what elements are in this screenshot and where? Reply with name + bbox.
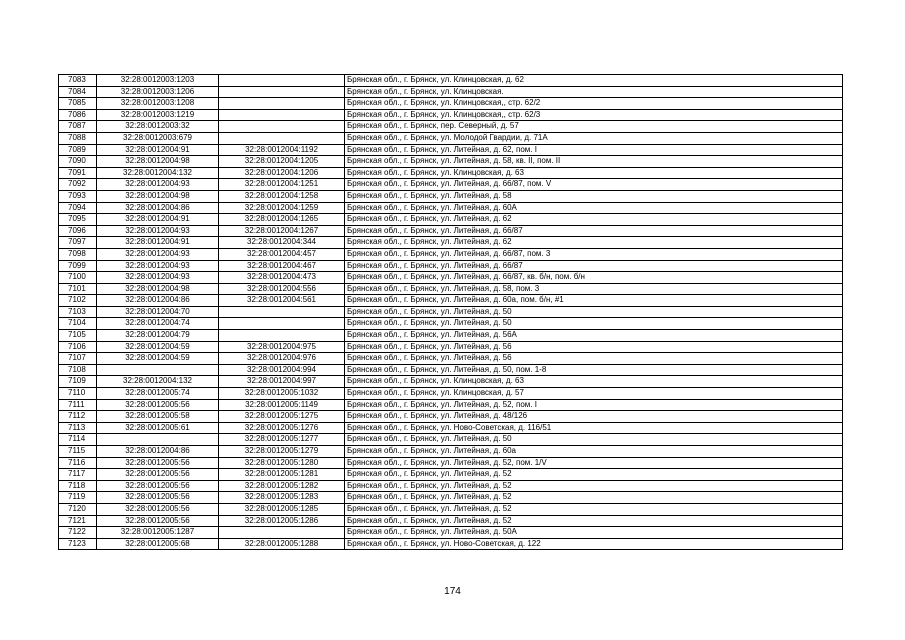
row-number-cell: 7098 — [59, 248, 97, 260]
address-cell: Брянская обл., г. Брянск, ул. Литейная, д. 52 — [345, 492, 843, 504]
row-number-cell: 7090 — [59, 156, 97, 168]
address-cell: Брянская обл., г. Брянск, ул. Литейная, д. 58, пом. 3 — [345, 283, 843, 295]
object-number-cell: 32:28:0012005:1279 — [219, 446, 345, 458]
table-row — [59, 446, 843, 458]
cadastral-number-cell: 32:28:0012005:56 — [97, 469, 219, 481]
table-row — [59, 457, 843, 469]
cadastral-number-cell: 32:28:0012004:70 — [97, 306, 219, 318]
row-number-cell: 7106 — [59, 341, 97, 353]
table-row — [59, 260, 843, 272]
row-number-cell: 7111 — [59, 399, 97, 411]
object-number-cell — [219, 306, 345, 318]
cadastral-number-cell: 32:28:0012004:98 — [97, 156, 219, 168]
table-row — [59, 399, 843, 411]
cadastral-number-cell: 32:28:0012005:58 — [97, 411, 219, 423]
address-cell: Брянская обл., г. Брянск, ул. Литейная, д. 60А — [345, 202, 843, 214]
address-cell: Брянская обл., г. Брянск, ул. Клинцовская, д. 62 — [345, 75, 843, 87]
object-number-cell: 32:28:0012004:473 — [219, 272, 345, 284]
object-number-cell: 32:28:0012005:1032 — [219, 388, 345, 400]
address-cell: Брянская обл., г. Брянск, ул. Литейная, д. 66/87 — [345, 260, 843, 272]
row-number-cell: 7084 — [59, 86, 97, 98]
property-table — [58, 74, 843, 550]
cadastral-number-cell: 32:28:0012004:91 — [97, 144, 219, 156]
table-row — [59, 515, 843, 527]
address-cell: Брянская обл., г. Брянск, пер. Северный, д. 57 — [345, 121, 843, 133]
row-number-cell: 7095 — [59, 214, 97, 226]
table-row — [59, 248, 843, 260]
table-row — [59, 132, 843, 144]
address-cell: Брянская обл., г. Брянск, ул. Клинцовская. — [345, 86, 843, 98]
row-number-cell: 7085 — [59, 98, 97, 110]
row-number-cell: 7092 — [59, 179, 97, 191]
table-row — [59, 527, 843, 539]
row-number-cell: 7096 — [59, 225, 97, 237]
address-cell: Брянская обл., г. Брянск, ул. Литейная, д. 58 — [345, 190, 843, 202]
table-row — [59, 214, 843, 226]
cadastral-number-cell: 32:28:0012004:91 — [97, 214, 219, 226]
table-row — [59, 98, 843, 110]
row-number-cell: 7107 — [59, 353, 97, 365]
row-number-cell: 7089 — [59, 144, 97, 156]
cadastral-number-cell — [97, 364, 219, 376]
row-number-cell: 7113 — [59, 422, 97, 434]
address-cell: Брянская обл., г. Брянск, ул. Литейная, д. 52 — [345, 515, 843, 527]
object-number-cell — [219, 132, 345, 144]
address-cell: Брянская обл., г. Брянск, ул. Литейная, д. 50 — [345, 434, 843, 446]
address-cell: Брянская обл., г. Брянск, ул. Клинцовская, д. 63 — [345, 167, 843, 179]
cadastral-number-cell: 32:28:0012005:74 — [97, 388, 219, 400]
row-number-cell: 7091 — [59, 167, 97, 179]
object-number-cell: 32:28:0012005:1283 — [219, 492, 345, 504]
cadastral-number-cell: 32:28:0012004:132 — [97, 167, 219, 179]
row-number-cell: 7115 — [59, 446, 97, 458]
row-number-cell: 7104 — [59, 318, 97, 330]
object-number-cell: 32:28:0012004:561 — [219, 295, 345, 307]
table-row — [59, 469, 843, 481]
cadastral-number-cell: 32:28:0012005:56 — [97, 492, 219, 504]
cadastral-number-cell: 32:28:0012004:86 — [97, 446, 219, 458]
cadastral-number-cell: 32:28:0012003:1206 — [97, 86, 219, 98]
row-number-cell: 7086 — [59, 109, 97, 121]
object-number-cell: 32:28:0012004:1205 — [219, 156, 345, 168]
object-number-cell: 32:28:0012004:1251 — [219, 179, 345, 191]
cadastral-number-cell: 32:28:0012005:1287 — [97, 527, 219, 539]
table-row — [59, 225, 843, 237]
table-row — [59, 156, 843, 168]
address-cell: Брянская обл., г. Брянск, ул. Литейная, д. 62 — [345, 237, 843, 249]
row-number-cell: 7112 — [59, 411, 97, 423]
table-row — [59, 306, 843, 318]
cadastral-number-cell: 32:28:0012004:93 — [97, 272, 219, 284]
cadastral-number-cell: 32:28:0012003:1219 — [97, 109, 219, 121]
row-number-cell: 7097 — [59, 237, 97, 249]
table-row — [59, 364, 843, 376]
address-cell: Брянская обл., г. Брянск, ул. Молодой Гвардии, д. 71А — [345, 132, 843, 144]
table-row — [59, 237, 843, 249]
object-number-cell: 32:28:0012005:1282 — [219, 480, 345, 492]
object-number-cell: 32:28:0012004:344 — [219, 237, 345, 249]
table-row — [59, 411, 843, 423]
address-cell: Брянская обл., г. Брянск, ул. Литейная, д. 52 — [345, 480, 843, 492]
object-number-cell: 32:28:0012005:1277 — [219, 434, 345, 446]
address-cell: Брянская обл., г. Брянск, ул. Клинцовская, д. 63 — [345, 376, 843, 388]
table-row — [59, 330, 843, 342]
row-number-cell: 7101 — [59, 283, 97, 295]
cadastral-number-cell: 32:28:0012005:68 — [97, 538, 219, 550]
cadastral-number-cell: 32:28:0012005:56 — [97, 399, 219, 411]
address-cell: Брянская обл., г. Брянск, ул. Литейная, д. 60а — [345, 446, 843, 458]
cadastral-number-cell: 32:28:0012004:93 — [97, 248, 219, 260]
table-row — [59, 283, 843, 295]
object-number-cell — [219, 98, 345, 110]
cadastral-number-cell: 32:28:0012004:132 — [97, 376, 219, 388]
address-cell: Брянская обл., г. Брянск, ул. Литейная, д. 58, кв. II, пом. II — [345, 156, 843, 168]
row-number-cell: 7099 — [59, 260, 97, 272]
cadastral-number-cell: 32:28:0012004:93 — [97, 179, 219, 191]
object-number-cell: 32:28:0012005:1275 — [219, 411, 345, 423]
table-row — [59, 434, 843, 446]
cadastral-number-cell: 32:28:0012004:59 — [97, 353, 219, 365]
object-number-cell — [219, 109, 345, 121]
property-table-body — [59, 75, 843, 550]
cadastral-number-cell: 32:28:0012005:61 — [97, 422, 219, 434]
table-row — [59, 538, 843, 550]
row-number-cell: 7119 — [59, 492, 97, 504]
table-row — [59, 295, 843, 307]
address-cell: Брянская обл., г. Брянск, ул. Литейная, д. 50А — [345, 527, 843, 539]
address-cell: Брянская обл., г. Брянск, ул. Литейная, д. 56А — [345, 330, 843, 342]
cadastral-number-cell: 32:28:0012004:91 — [97, 237, 219, 249]
object-number-cell — [219, 75, 345, 87]
object-number-cell: 32:28:0012004:994 — [219, 364, 345, 376]
object-number-cell: 32:28:0012005:1149 — [219, 399, 345, 411]
object-number-cell: 32:28:0012005:1276 — [219, 422, 345, 434]
row-number-cell: 7118 — [59, 480, 97, 492]
row-number-cell: 7116 — [59, 457, 97, 469]
address-cell: Брянская обл., г. Брянск, ул. Литейная, д. 50 — [345, 306, 843, 318]
row-number-cell: 7093 — [59, 190, 97, 202]
address-cell: Брянская обл., г. Брянск, ул. Литейная, д. 66/87, пом. V — [345, 179, 843, 191]
table-row — [59, 202, 843, 214]
cadastral-number-cell: 32:28:0012003:1208 — [97, 98, 219, 110]
cadastral-number-cell: 32:28:0012004:74 — [97, 318, 219, 330]
address-cell: Брянская обл., г. Брянск, ул. Литейная, д. 62 — [345, 214, 843, 226]
cadastral-number-cell: 32:28:0012005:56 — [97, 480, 219, 492]
cadastral-number-cell: 32:28:0012004:79 — [97, 330, 219, 342]
table-row — [59, 480, 843, 492]
cadastral-number-cell: 32:28:0012004:59 — [97, 341, 219, 353]
address-cell: Брянская обл., г. Брянск, ул. Литейная, д. 52, пом. 1/V — [345, 457, 843, 469]
table-row — [59, 422, 843, 434]
cadastral-number-cell: 32:28:0012004:98 — [97, 283, 219, 295]
address-cell: Брянская обл., г. Брянск, ул. Литейная, д. 62, пом. I — [345, 144, 843, 156]
address-cell: Брянская обл., г. Брянск, ул. Литейная, д. 56 — [345, 353, 843, 365]
page-number: 174 — [444, 586, 461, 597]
row-number-cell: 7083 — [59, 75, 97, 87]
cadastral-number-cell: 32:28:0012005:56 — [97, 457, 219, 469]
table-row — [59, 318, 843, 330]
table-row — [59, 75, 843, 87]
object-number-cell: 32:28:0012004:1192 — [219, 144, 345, 156]
row-number-cell: 7088 — [59, 132, 97, 144]
table-row — [59, 144, 843, 156]
object-number-cell: 32:28:0012005:1285 — [219, 503, 345, 515]
table-row — [59, 86, 843, 98]
row-number-cell: 7123 — [59, 538, 97, 550]
cadastral-number-cell: 32:28:0012004:86 — [97, 295, 219, 307]
row-number-cell: 7100 — [59, 272, 97, 284]
table-row — [59, 109, 843, 121]
row-number-cell: 7121 — [59, 515, 97, 527]
address-cell: Брянская обл., г. Брянск, ул. Литейная, д. 52 — [345, 469, 843, 481]
cadastral-number-cell: 32:28:0012003:32 — [97, 121, 219, 133]
address-cell: Брянская обл., г. Брянск, ул. Литейная, д. 56 — [345, 341, 843, 353]
table-row — [59, 388, 843, 400]
object-number-cell: 32:28:0012004:1258 — [219, 190, 345, 202]
cadastral-number-cell: 32:28:0012004:93 — [97, 260, 219, 272]
address-cell: Брянская обл., г. Брянск, ул. Литейная, д. 66/87 — [345, 225, 843, 237]
row-number-cell: 7105 — [59, 330, 97, 342]
object-number-cell — [219, 121, 345, 133]
address-cell: Брянская обл., г. Брянск, ул. Литейная, д. 52 — [345, 503, 843, 515]
table-row — [59, 121, 843, 133]
table-row — [59, 492, 843, 504]
object-number-cell: 32:28:0012005:1280 — [219, 457, 345, 469]
row-number-cell: 7103 — [59, 306, 97, 318]
address-cell: Брянская обл., г. Брянск, ул. Клинцовская,, стр. 62/3 — [345, 109, 843, 121]
table-row — [59, 179, 843, 191]
cadastral-number-cell: 32:28:0012004:98 — [97, 190, 219, 202]
row-number-cell: 7109 — [59, 376, 97, 388]
cadastral-number-cell: 32:28:0012003:679 — [97, 132, 219, 144]
address-cell: Брянская обл., г. Брянск, ул. Литейная, д. 50, пом. 1-8 — [345, 364, 843, 376]
address-cell: Брянская обл., г. Брянск, ул. Литейная, д. 66/87, кв. б/н, пом. б/н — [345, 272, 843, 284]
cadastral-number-cell: 32:28:0012004:93 — [97, 225, 219, 237]
table-row — [59, 272, 843, 284]
table-row — [59, 190, 843, 202]
object-number-cell — [219, 86, 345, 98]
object-number-cell: 32:28:0012005:1286 — [219, 515, 345, 527]
object-number-cell: 32:28:0012004:556 — [219, 283, 345, 295]
cadastral-number-cell: 32:28:0012004:86 — [97, 202, 219, 214]
object-number-cell — [219, 318, 345, 330]
address-cell: Брянская обл., г. Брянск, ул. Литейная, д. 50 — [345, 318, 843, 330]
address-cell: Брянская обл., г. Брянск, ул. Ново-Советская, д. 116/51 — [345, 422, 843, 434]
row-number-cell: 7102 — [59, 295, 97, 307]
address-cell: Брянская обл., г. Брянск, ул. Литейная, д. 66/87, пом. 3 — [345, 248, 843, 260]
object-number-cell: 32:28:0012004:1265 — [219, 214, 345, 226]
address-cell: Брянская обл., г. Брянск, ул. Литейная, д. 60а, пом. б/н, #1 — [345, 295, 843, 307]
address-cell: Брянская обл., г. Брянск, ул. Клинцовская,, стр. 62/2 — [345, 98, 843, 110]
row-number-cell: 7122 — [59, 527, 97, 539]
row-number-cell: 7120 — [59, 503, 97, 515]
object-number-cell: 32:28:0012004:1206 — [219, 167, 345, 179]
row-number-cell: 7094 — [59, 202, 97, 214]
cadastral-number-cell: 32:28:0012003:1203 — [97, 75, 219, 87]
object-number-cell: 32:28:0012004:457 — [219, 248, 345, 260]
cadastral-number-cell: 32:28:0012005:56 — [97, 503, 219, 515]
address-cell: Брянская обл., г. Брянск, ул. Клинцовская, д. 57 — [345, 388, 843, 400]
row-number-cell: 7110 — [59, 388, 97, 400]
address-cell: Брянская обл., г. Брянск, ул. Литейная, д. 52, пом. I — [345, 399, 843, 411]
table-row — [59, 376, 843, 388]
object-number-cell: 32:28:0012005:1288 — [219, 538, 345, 550]
address-cell: Брянская обл., г. Брянск, ул. Ново-Советская, д. 122 — [345, 538, 843, 550]
row-number-cell: 7108 — [59, 364, 97, 376]
row-number-cell: 7117 — [59, 469, 97, 481]
object-number-cell: 32:28:0012004:1267 — [219, 225, 345, 237]
object-number-cell: 32:28:0012004:975 — [219, 341, 345, 353]
object-number-cell: 32:28:0012004:997 — [219, 376, 345, 388]
table-row — [59, 353, 843, 365]
object-number-cell: 32:28:0012004:1259 — [219, 202, 345, 214]
row-number-cell: 7087 — [59, 121, 97, 133]
table-row — [59, 341, 843, 353]
table-row — [59, 167, 843, 179]
table-row — [59, 503, 843, 515]
object-number-cell: 32:28:0012005:1281 — [219, 469, 345, 481]
cadastral-number-cell: 32:28:0012005:56 — [97, 515, 219, 527]
object-number-cell: 32:28:0012004:467 — [219, 260, 345, 272]
row-number-cell: 7114 — [59, 434, 97, 446]
object-number-cell — [219, 330, 345, 342]
object-number-cell: 32:28:0012004:976 — [219, 353, 345, 365]
cadastral-number-cell — [97, 434, 219, 446]
address-cell: Брянская обл., г. Брянск, ул. Литейная, д. 48/126 — [345, 411, 843, 423]
object-number-cell — [219, 527, 345, 539]
